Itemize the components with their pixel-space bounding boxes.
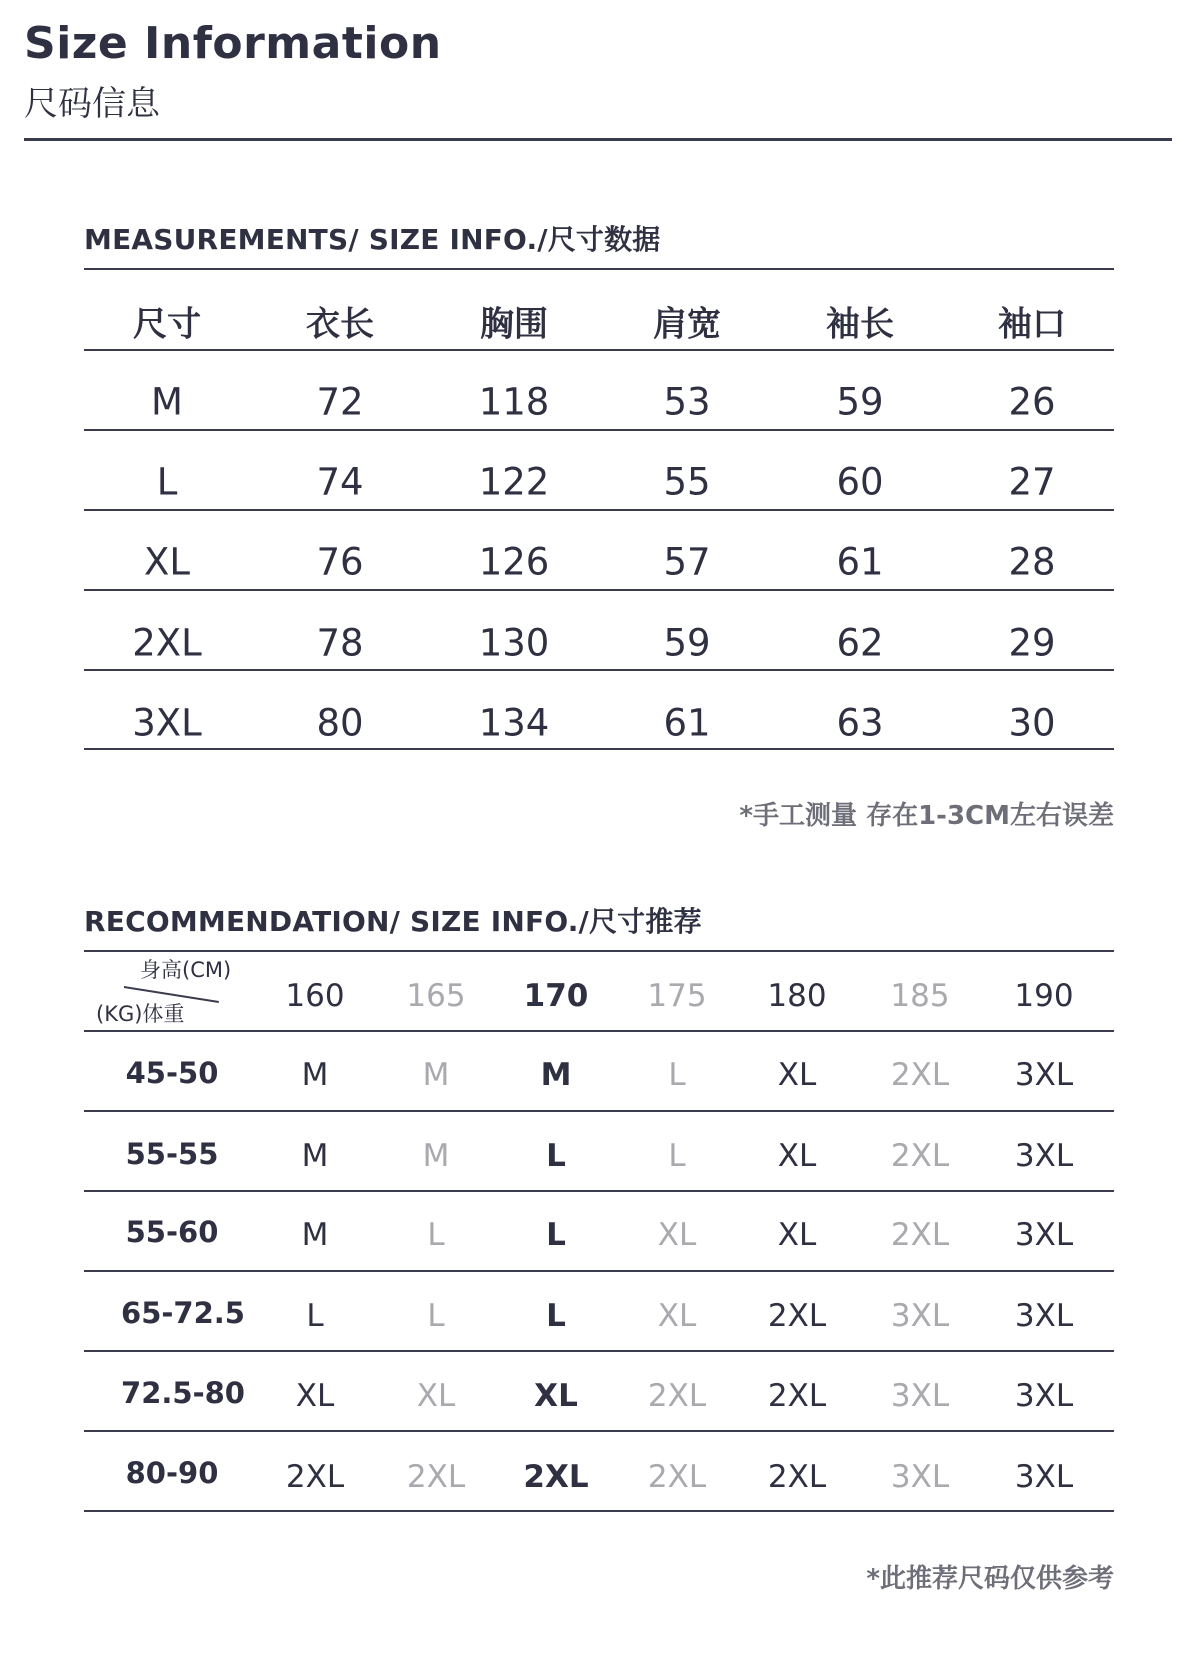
size-cell: 3XL	[890, 1298, 950, 1334]
size-cell: L	[668, 1138, 686, 1174]
cell-length: 76	[316, 540, 364, 584]
size-cell: 2XL	[890, 1217, 950, 1253]
size-cell: 2XL	[767, 1378, 827, 1414]
cell-shoulder: 57	[663, 540, 711, 584]
cell-chest: 122	[478, 460, 550, 504]
measurements-row-rule	[84, 589, 1114, 591]
height-header: 185	[890, 978, 950, 1014]
cell-size: 3XL	[132, 701, 202, 745]
recommendation-note: *此推荐尺码仅供参考	[866, 1564, 1114, 1594]
measurements-header-rule	[84, 349, 1114, 351]
size-cell: 3XL	[890, 1459, 950, 1495]
size-cell: 3XL	[1014, 1217, 1074, 1253]
cell-sleeve: 62	[836, 621, 884, 665]
cell-shoulder: 55	[663, 460, 711, 504]
cell-sleeve: 61	[836, 540, 884, 584]
cell-cuff: 30	[1008, 701, 1056, 745]
cell-size: 2XL	[132, 621, 202, 665]
page-title: Size Information	[24, 18, 442, 69]
measurements-row-rule	[84, 509, 1114, 511]
size-cell: 2XL	[767, 1459, 827, 1495]
cell-cuff: 27	[1008, 460, 1056, 504]
cell-length: 78	[316, 621, 364, 665]
size-cell: M	[301, 1057, 329, 1093]
measurements-row-rule	[84, 669, 1114, 671]
height-header: 190	[1014, 978, 1074, 1014]
size-cell: M	[540, 1057, 572, 1093]
weight-range: 55-55	[125, 1137, 219, 1171]
column-header-cuff: 袖口	[998, 304, 1066, 345]
recommendation-bottom-rule	[84, 1510, 1114, 1512]
recommendation-row-rule	[84, 1270, 1114, 1272]
recommendation-row-rule	[84, 1110, 1114, 1112]
column-header-shoulder: 肩宽	[653, 304, 721, 345]
size-cell: 3XL	[1014, 1298, 1074, 1334]
size-cell: XL	[777, 1057, 817, 1093]
size-cell: 2XL	[890, 1057, 950, 1093]
height-header: 180	[767, 978, 827, 1014]
weight-range: 72.5-80	[121, 1376, 245, 1410]
page-subtitle: 尺码信息	[24, 84, 160, 124]
size-cell: 2XL	[647, 1459, 707, 1495]
size-cell: 3XL	[1014, 1459, 1074, 1495]
size-cell: 3XL	[1014, 1378, 1074, 1414]
cell-shoulder: 59	[663, 621, 711, 665]
size-cell: L	[546, 1138, 566, 1174]
weight-range: 80-90	[125, 1456, 219, 1490]
size-cell: 3XL	[890, 1378, 950, 1414]
size-cell: 2XL	[406, 1459, 466, 1495]
recommendation-title: RECOMMENDATION/ SIZE INFO./尺寸推荐	[84, 905, 702, 938]
column-header-sleeve: 袖长	[826, 304, 894, 345]
height-header: 170	[523, 978, 589, 1014]
cell-length: 74	[316, 460, 364, 504]
size-cell: XL	[534, 1378, 578, 1414]
recommendation-row-rule	[84, 1350, 1114, 1352]
cell-shoulder: 53	[663, 380, 711, 424]
cell-length: 72	[316, 380, 364, 424]
size-cell: 2XL	[647, 1378, 707, 1414]
height-header: 160	[285, 978, 345, 1014]
measurements-bottom-rule	[84, 748, 1114, 750]
cell-chest: 126	[478, 540, 550, 584]
cell-sleeve: 60	[836, 460, 884, 504]
size-cell: M	[422, 1138, 450, 1174]
size-cell: M	[301, 1138, 329, 1174]
recommendation-header-rule	[84, 1030, 1114, 1032]
weight-range: 65-72.5	[121, 1296, 245, 1330]
measurements-title: MEASUREMENTS/ SIZE INFO./尺寸数据	[84, 223, 661, 256]
size-cell: XL	[416, 1378, 456, 1414]
size-cell: XL	[777, 1138, 817, 1174]
cell-chest: 134	[478, 701, 550, 745]
cell-size: L	[156, 460, 178, 504]
weight-axis-label: (KG)体重	[96, 1002, 185, 1026]
cell-cuff: 26	[1008, 380, 1056, 424]
size-cell: L	[427, 1298, 445, 1334]
cell-chest: 130	[478, 621, 550, 665]
measurements-row-rule	[84, 429, 1114, 431]
size-cell: L	[427, 1217, 445, 1253]
weight-range: 45-50	[125, 1056, 219, 1090]
column-header-size: 尺寸	[133, 304, 201, 345]
size-cell: M	[301, 1217, 329, 1253]
cell-cuff: 28	[1008, 540, 1056, 584]
recommendation-row-rule	[84, 1190, 1114, 1192]
recommendation-row-rule	[84, 1430, 1114, 1432]
size-cell: XL	[657, 1298, 697, 1334]
cell-chest: 118	[478, 380, 550, 424]
weight-range: 55-60	[125, 1215, 219, 1249]
size-cell: 2XL	[767, 1298, 827, 1334]
column-header-chest: 胸围	[480, 304, 548, 345]
size-cell: L	[546, 1298, 566, 1334]
size-cell: M	[422, 1057, 450, 1093]
size-cell: L	[306, 1298, 324, 1334]
cell-size: M	[151, 380, 183, 424]
recommendation-top-rule	[84, 950, 1114, 952]
size-cell: L	[546, 1217, 566, 1253]
size-cell: 2XL	[523, 1459, 589, 1495]
cell-length: 80	[316, 701, 364, 745]
size-cell: 3XL	[1014, 1057, 1074, 1093]
height-header: 165	[406, 978, 466, 1014]
cell-sleeve: 63	[836, 701, 884, 745]
header-divider	[24, 138, 1172, 141]
size-cell: 2XL	[285, 1459, 345, 1495]
cell-sleeve: 59	[836, 380, 884, 424]
size-cell: L	[668, 1057, 686, 1093]
cell-shoulder: 61	[663, 701, 711, 745]
size-cell: XL	[657, 1217, 697, 1253]
measurements-top-rule	[84, 268, 1114, 270]
size-cell: XL	[777, 1217, 817, 1253]
column-header-length: 衣长	[306, 304, 374, 345]
size-cell: XL	[295, 1378, 335, 1414]
height-axis-label: 身高(CM)	[140, 958, 232, 982]
height-header: 175	[647, 978, 707, 1014]
cell-size: XL	[144, 540, 190, 584]
measurements-note: *手工测量 存在1-3CM左右误差	[739, 801, 1114, 831]
size-cell: 3XL	[1014, 1138, 1074, 1174]
cell-cuff: 29	[1008, 621, 1056, 665]
size-cell: 2XL	[890, 1138, 950, 1174]
